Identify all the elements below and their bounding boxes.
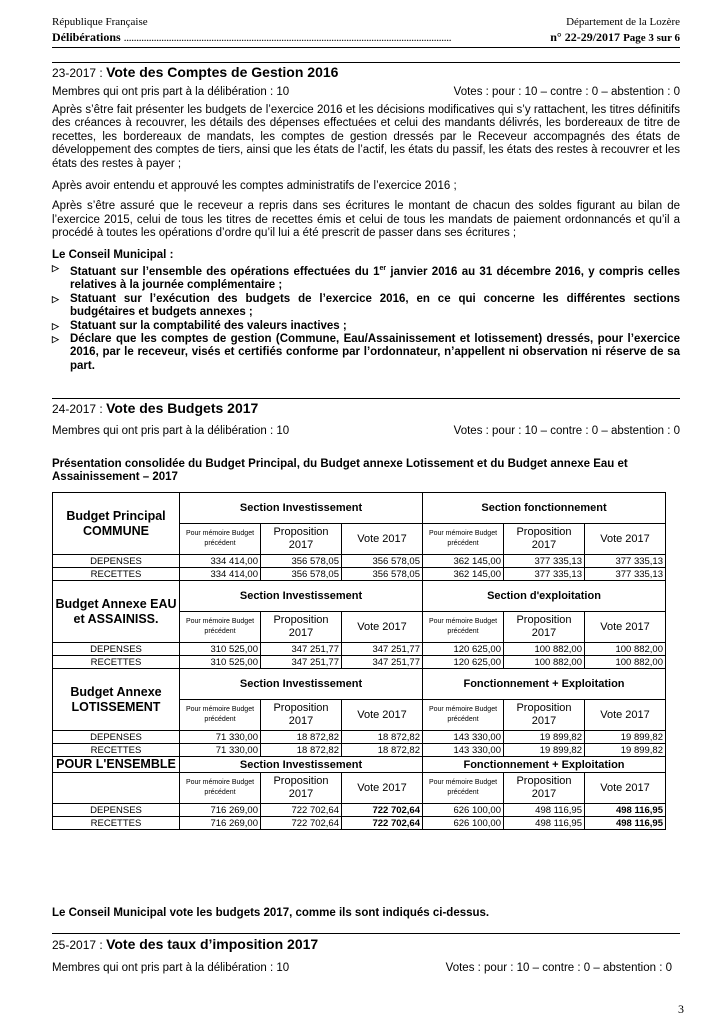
budget-name: Budget Annexe EAU et ASSAINISS. (53, 581, 180, 643)
budget-name: Budget Annexe LOTISSEMENT (53, 669, 180, 731)
column-proposition: Proposition 2017 (504, 773, 585, 804)
row-label: RECETTES (53, 744, 180, 757)
column-proposition: Proposition 2017 (261, 524, 342, 555)
section-25-heading (52, 936, 318, 952)
amount-cell: 498 116,95 (585, 817, 666, 830)
column-vote: Vote 2017 (585, 524, 666, 555)
decision-item (52, 320, 680, 333)
header-republique: République Française (52, 16, 148, 28)
recettes-row (53, 568, 666, 581)
section-23-paragraph-1: Après s’être fait présenter les budgets de l’exercice 2016 et les décisions modificatives qui s’y rattachent, les titres définitifs des créances à recouvrer, les détails des dépenses effectuées et celui des mandants délivrés, les bordereaux de titre de recettes, les bordereaux de mandats, les comptes de gestion dressés par le Receveur accompagnés des états de développement des comptes de tiers, ainsi que les états de l’actif, les états du passif, les états des restes à recouvrer et les états des restes à payer ; (52, 104, 680, 170)
column-memo: Pour mémoire Budget précédent (180, 700, 261, 731)
row-label: RECETTES (53, 656, 180, 669)
budget-section-row (53, 757, 666, 773)
section-divider (52, 933, 680, 934)
decision-item (52, 293, 680, 320)
amount-cell: 347 251,77 (342, 643, 423, 656)
column-vote: Vote 2017 (342, 773, 423, 804)
section-24-votes: Votes : pour : 10 – contre : 0 – abstention : 0 (453, 425, 680, 437)
column-vote: Vote 2017 (585, 612, 666, 643)
amount-cell: 347 251,77 (342, 656, 423, 669)
amount-cell: 120 625,00 (423, 643, 504, 656)
budget-name: POUR L'ENSEMBLE (53, 757, 180, 773)
amount-cell: 356 578,05 (342, 568, 423, 581)
depenses-row (53, 643, 666, 656)
amount-cell: 71 330,00 (180, 731, 261, 744)
amount-cell: 143 330,00 (423, 731, 504, 744)
row-label: DEPENSES (53, 731, 180, 744)
section-23-number: 23-2017 : (52, 66, 103, 80)
budget-section-row (53, 581, 666, 612)
column-memo: Pour mémoire Budget précédent (180, 524, 261, 555)
amount-cell: 377 335,13 (504, 555, 585, 568)
amount-cell: 143 330,00 (423, 744, 504, 757)
amount-cell: 716 269,00 (180, 804, 261, 817)
amount-cell: 498 116,95 (504, 804, 585, 817)
section-header-2: Section fonctionnement (423, 493, 666, 524)
section-25-participation (52, 962, 672, 974)
column-vote: Vote 2017 (342, 524, 423, 555)
decision-item (52, 333, 680, 373)
amount-cell: 716 269,00 (180, 817, 261, 830)
blank-cell (53, 773, 180, 804)
amount-cell: 71 330,00 (180, 744, 261, 757)
column-vote: Vote 2017 (585, 700, 666, 731)
section-24-members: Membres qui ont pris part à la délibération : 10 (52, 425, 290, 437)
section-24-number: 24-2017 : (52, 402, 103, 416)
amount-cell: 100 882,00 (585, 643, 666, 656)
amount-cell: 347 251,77 (261, 643, 342, 656)
section-23-title: Vote des Comptes de Gestion 2016 (106, 64, 339, 80)
amount-cell: 100 882,00 (504, 643, 585, 656)
decision-1-sup: er (379, 265, 387, 273)
decision-item (52, 262, 680, 293)
section-25-votes: Votes : pour : 10 – contre : 0 – abstention : 0 (445, 962, 672, 974)
section-header-1: Section Investissement (180, 581, 423, 612)
column-memo: Pour mémoire Budget précédent (423, 524, 504, 555)
depenses-row (53, 804, 666, 817)
amount-cell: 18 872,82 (342, 744, 423, 757)
section-23-paragraph-2: Après avoir entendu et approuvé les comptes administratifs de l’exercice 2016 ; (52, 180, 457, 193)
page-number: 3 (678, 1002, 684, 1016)
section-divider (52, 398, 680, 399)
section-24-heading (52, 400, 258, 416)
amount-cell: 498 116,95 (504, 817, 585, 830)
section-header-1: Section Investissement (180, 493, 423, 524)
column-vote: Vote 2017 (585, 773, 666, 804)
depenses-row (53, 731, 666, 744)
amount-cell: 19 899,82 (585, 731, 666, 744)
page-header (52, 16, 680, 48)
section-23-votes: Votes : pour : 10 – contre : 0 – abstention : 0 (453, 86, 680, 98)
amount-cell: 626 100,00 (423, 804, 504, 817)
column-proposition: Proposition 2017 (504, 700, 585, 731)
decision-list (52, 262, 680, 373)
recettes-row (53, 656, 666, 669)
amount-cell: 334 414,00 (180, 555, 261, 568)
section-24-conclusion: Le Conseil Municipal vote les budgets 2017, comme ils sont indiqués ci-dessus. (52, 907, 490, 919)
council-label: Le Conseil Municipal : (52, 248, 174, 261)
amount-cell: 356 578,05 (342, 555, 423, 568)
amount-cell: 334 414,00 (180, 568, 261, 581)
amount-cell: 310 525,00 (180, 643, 261, 656)
section-header-1: Section Investissement (180, 757, 423, 773)
row-label: RECETTES (53, 568, 180, 581)
decision-3-text: Statuant sur la comptabilité des valeurs inactives ; (70, 319, 347, 332)
section-23-body (52, 104, 680, 373)
amount-cell: 356 578,05 (261, 555, 342, 568)
amount-cell: 722 702,64 (261, 804, 342, 817)
section-header-2: Fonctionnement + Exploitation (423, 757, 666, 773)
amount-cell: 498 116,95 (585, 804, 666, 817)
amount-cell: 722 702,64 (342, 804, 423, 817)
arrow-bullet-icon: ▷ (52, 263, 59, 274)
column-memo: Pour mémoire Budget précédent (180, 773, 261, 804)
column-vote: Vote 2017 (342, 700, 423, 731)
section-23-paragraph-3: Après s’être assuré que le receveur a repris dans ses écritures le montant de chacun des soldes figurant au bilan de l’exercice 2015, celui de tous les titres de recettes émis et celui de tous les mandats de paiement ordonnancés et qu’il a procédé à toutes les opérations d’ordre qu’il lui a été prescrit de passer dans ses écritures ; (52, 200, 680, 240)
section-23-heading (52, 64, 338, 80)
row-label: DEPENSES (53, 804, 180, 817)
column-memo: Pour mémoire Budget précédent (423, 612, 504, 643)
header-dots: ................................................................................................................................... (123, 30, 452, 44)
section-header-2: Section d'exploitation (423, 581, 666, 612)
column-memo: Pour mémoire Budget précédent (423, 700, 504, 731)
amount-cell: 100 882,00 (504, 656, 585, 669)
amount-cell: 18 872,82 (342, 731, 423, 744)
amount-cell: 120 625,00 (423, 656, 504, 669)
header-deliberations: Délibérations (52, 30, 121, 44)
amount-cell: 19 899,82 (504, 744, 585, 757)
amount-cell: 377 335,13 (504, 568, 585, 581)
amount-cell: 356 578,05 (261, 568, 342, 581)
decision-4-text: Déclare que les comptes de gestion (Commune, Eau/Assainissement et lotissement) dressés, pour l’exercice 2016, par le receveur, visés et certifiés conforme par l’ordonnateur, n’appellent ni observation ni réserve de sa part. (70, 332, 680, 372)
section-divider (52, 62, 680, 63)
column-vote: Vote 2017 (342, 612, 423, 643)
amount-cell: 310 525,00 (180, 656, 261, 669)
section-24-title: Vote des Budgets 2017 (106, 400, 259, 416)
amount-cell: 18 872,82 (261, 744, 342, 757)
column-proposition: Proposition 2017 (504, 612, 585, 643)
section-header-1: Section Investissement (180, 669, 423, 700)
header-departement: Département de la Lozère (566, 16, 680, 28)
header-page: Page 3 sur 6 (623, 32, 680, 44)
column-memo: Pour mémoire Budget précédent (423, 773, 504, 804)
recettes-row (53, 744, 666, 757)
decision-1-text-b: janvier 2016 au 31 décembre 2016, y compris celles relatives à la journée complémentaire ; (70, 265, 680, 292)
section-25-members: Membres qui ont pris part à la délibération : 10 (52, 962, 290, 974)
amount-cell: 18 872,82 (261, 731, 342, 744)
column-proposition: Proposition 2017 (261, 700, 342, 731)
budget-table (52, 492, 666, 830)
section-24-participation (52, 425, 680, 437)
column-memo: Pour mémoire Budget précédent (180, 612, 261, 643)
budget-table-title: Présentation consolidée du Budget Principal, du Budget annexe Lotissement et du Budget annexe Eau et Assainissement – 2017 (52, 458, 628, 483)
row-label: DEPENSES (53, 643, 180, 656)
amount-cell: 362 145,00 (423, 568, 504, 581)
recettes-row (53, 817, 666, 830)
amount-cell: 100 882,00 (585, 656, 666, 669)
decision-2-text: Statuant sur l’exécution des budgets de l’exercice 2016, en ce qui concerne les différentes sections budgétaires et budgets annexes ; (70, 292, 680, 319)
column-proposition: Proposition 2017 (504, 524, 585, 555)
section-23-participation (52, 86, 680, 98)
header-ref: n° 22-29/2017 (550, 30, 621, 44)
arrow-bullet-icon: ▷ (52, 320, 59, 331)
column-proposition: Proposition 2017 (261, 773, 342, 804)
amount-cell: 19 899,82 (585, 744, 666, 757)
decision-1-text-a: Statuant sur l’ensemble des opérations effectuées du 1 (70, 265, 380, 278)
amount-cell: 377 335,13 (585, 555, 666, 568)
row-label: DEPENSES (53, 555, 180, 568)
amount-cell: 722 702,64 (342, 817, 423, 830)
arrow-bullet-icon: ▷ (52, 293, 59, 304)
amount-cell: 362 145,00 (423, 555, 504, 568)
amount-cell: 19 899,82 (504, 731, 585, 744)
section-25-number: 25-2017 : (52, 938, 103, 952)
row-label: RECETTES (53, 817, 180, 830)
budget-section-row (53, 669, 666, 700)
section-23-members: Membres qui ont pris part à la délibération : 10 (52, 86, 290, 98)
amount-cell: 722 702,64 (261, 817, 342, 830)
arrow-bullet-icon: ▷ (52, 333, 59, 344)
amount-cell: 347 251,77 (261, 656, 342, 669)
budget-name: Budget Principal COMMUNE (53, 493, 180, 555)
depenses-row (53, 555, 666, 568)
section-header-2: Fonctionnement + Exploitation (423, 669, 666, 700)
budget-section-row (53, 493, 666, 524)
column-proposition: Proposition 2017 (261, 612, 342, 643)
amount-cell: 377 335,13 (585, 568, 666, 581)
amount-cell: 626 100,00 (423, 817, 504, 830)
budget-column-row (53, 773, 666, 804)
section-25-title: Vote des taux d’imposition 2017 (106, 936, 319, 952)
